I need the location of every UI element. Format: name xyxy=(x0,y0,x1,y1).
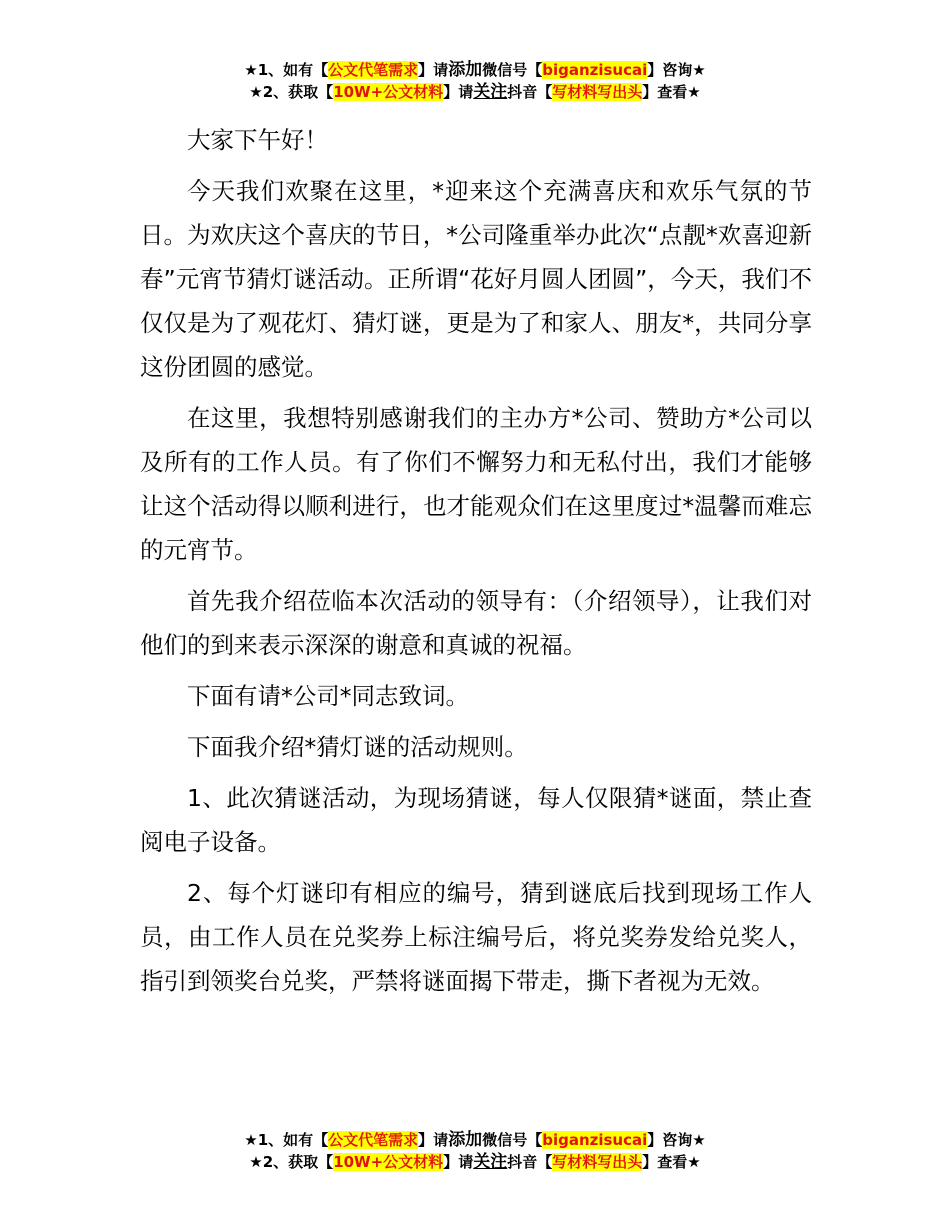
banner-text: 】查看 xyxy=(642,1153,688,1171)
highlight-materials: 10W+公文材料 xyxy=(333,1153,444,1171)
highlight-douyin-account: 写材料写出头 xyxy=(552,83,643,101)
body-paragraph: 首先我介绍莅临本次活动的领导有：（介绍领导），让我们对他们的到来表示深深的谢意和真诚的祝福。 xyxy=(140,587,812,659)
star-icon: ★ xyxy=(249,1153,263,1171)
banner-text: 2、获取【 xyxy=(262,1153,334,1171)
highlight-wechat-id: biganzisucai xyxy=(542,61,648,79)
header-banner xyxy=(0,59,950,103)
highlight-materials: 10W+公文材料 xyxy=(333,83,444,101)
document-body xyxy=(140,118,812,1010)
rule-paragraph: 2、每个灯谜印有相应的编号，猜到谜底后找到现场工作人员，由工作人员在兑奖券上标注编号后，将兑奖券发给兑奖人，指引到领奖台兑奖，严禁将谜面揭下带走，撕下者视为无效。 xyxy=(140,879,812,995)
banner-line-2 xyxy=(0,81,950,103)
star-icon: ★ xyxy=(249,83,263,101)
footer-banner xyxy=(0,1129,950,1173)
highlight-douyin-account: 写材料写出头 xyxy=(552,1153,643,1171)
banner-text: 微信号【 xyxy=(482,61,543,79)
highlight-service: 公文代笔需求 xyxy=(328,1131,419,1149)
banner-text: 】查看 xyxy=(642,83,688,101)
banner-text: 1、如有【 xyxy=(257,61,329,79)
banner-text: 抖音【 xyxy=(507,83,553,101)
body-paragraph: 下面我介绍*猜灯谜的活动规则。 xyxy=(187,733,528,761)
banner-line-1 xyxy=(0,59,950,81)
banner-text: 】请 xyxy=(443,1153,474,1171)
highlight-service: 公文代笔需求 xyxy=(328,61,419,79)
banner-text: 】请 xyxy=(443,83,474,101)
body-paragraph: 在这里，我想特别感谢我们的主办方*公司、赞助方*公司以及所有的工作人员。有了你们不懈努力和无私付出，我们才能够让这个活动得以顺利进行，也才能观众们在这里度过*温馨而难忘的元宵节。 xyxy=(140,404,812,564)
rule-paragraph: 1、此次猜谜活动，为现场猜谜，每人仅限猜*谜面，禁止查阅电子设备。 xyxy=(140,784,812,856)
banner-text: 】请 xyxy=(418,1131,449,1149)
banner-text: 】咨询 xyxy=(647,61,693,79)
greeting-paragraph: 大家下午好！ xyxy=(187,126,328,154)
body-paragraph: 今天我们欢聚在这里，*迎来这个充满喜庆和欢乐气氛的节日。为欢庆这个喜庆的节日，*公司隆重举办此次“点靓*欢喜迎新春”元宵节猜灯谜活动。正所谓“花好月圆人团圆”，今天，我们不仅仅是为了观花灯、猜灯谜，更是为了和家人、朋友*，共同分享这份团圆的感觉。 xyxy=(140,177,812,381)
body-paragraph: 下面有请*公司*同志致词。 xyxy=(187,682,469,710)
highlight-wechat-id: biganzisucai xyxy=(542,1131,648,1149)
star-icon: ★ xyxy=(692,61,706,79)
banner-line-1 xyxy=(0,1129,950,1151)
banner-text: 1、如有【 xyxy=(257,1131,329,1149)
star-icon: ★ xyxy=(244,61,258,79)
banner-text: 2、获取【 xyxy=(262,83,334,101)
banner-text: 】咨询 xyxy=(647,1131,693,1149)
banner-emphasis: 关注 xyxy=(473,82,508,102)
star-icon: ★ xyxy=(244,1131,258,1149)
banner-text: 微信号【 xyxy=(482,1131,543,1149)
star-icon: ★ xyxy=(692,1131,706,1149)
banner-emphasis: 添加 xyxy=(448,1130,483,1150)
banner-text: 抖音【 xyxy=(507,1153,553,1171)
banner-emphasis: 关注 xyxy=(473,1152,508,1172)
banner-line-2 xyxy=(0,1151,950,1173)
star-icon: ★ xyxy=(687,1153,701,1171)
star-icon: ★ xyxy=(687,83,701,101)
banner-emphasis: 添加 xyxy=(448,60,483,80)
banner-text: 】请 xyxy=(418,61,449,79)
